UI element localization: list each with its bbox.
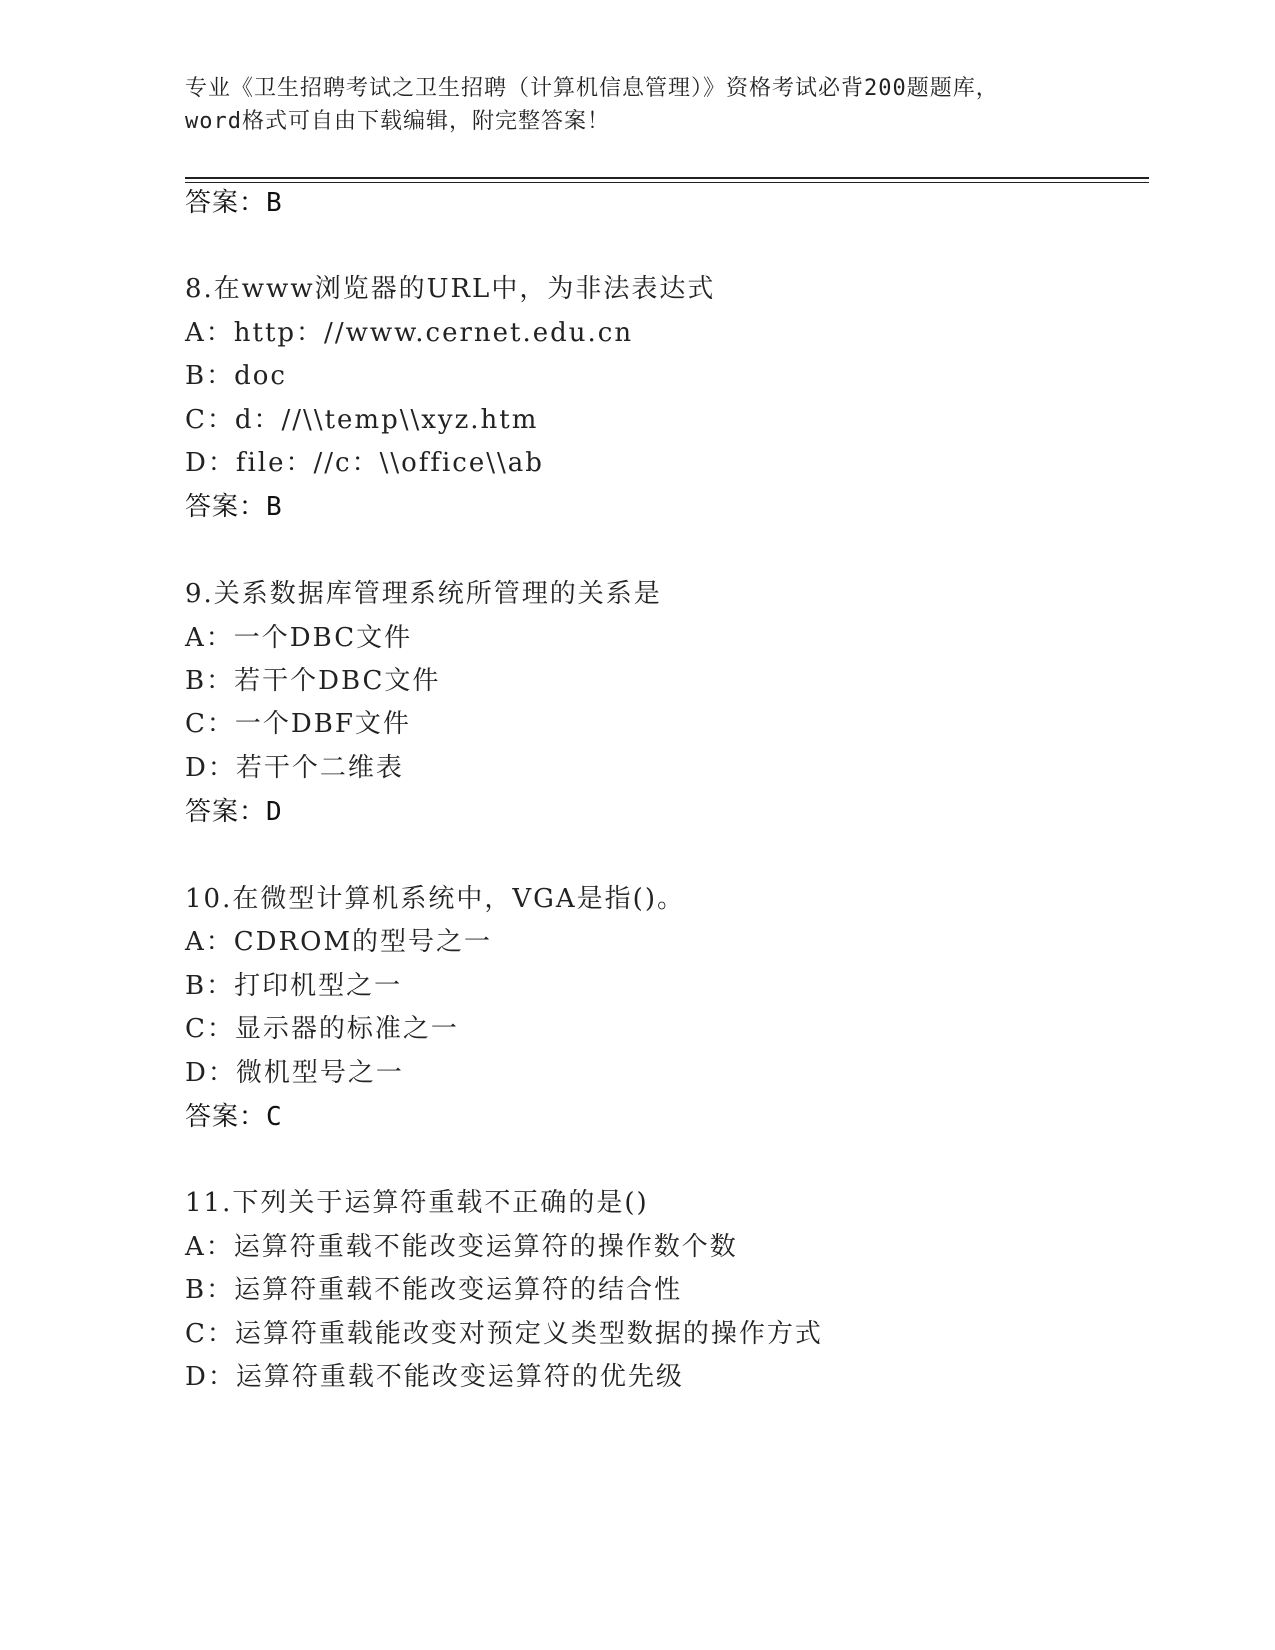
question-8-option-b: B：doc <box>185 361 287 391</box>
question-9-stem: 9.关系数据库管理系统所管理的关系是 <box>185 579 662 609</box>
question-8-option-a: A：http：//www.cernet.edu.cn <box>185 318 634 348</box>
question-11-option-b: B：运算符重载不能改变运算符的结合性 <box>185 1275 683 1305</box>
question-9-option-c: C：一个DBF文件 <box>185 709 411 739</box>
question-9-option-a: A：一个DBC文件 <box>185 623 413 653</box>
header-line-1: 专业《卫生招聘考试之卫生招聘（计算机信息管理）》资格考试必背200题题库， <box>185 76 999 101</box>
answer-prev: 答案：B <box>185 188 283 218</box>
question-11-option-d: D：运算符重载不能改变运算符的优先级 <box>185 1362 684 1392</box>
question-10-answer: 答案：C <box>185 1102 283 1132</box>
question-10-option-a: A：CDROM的型号之一 <box>185 927 493 957</box>
question-9-answer: 答案：D <box>185 797 283 827</box>
header-line-2: word格式可自由下载编辑，附完整答案！ <box>185 109 610 134</box>
question-11-option-a: A：运算符重载不能改变运算符的操作数个数 <box>185 1232 738 1262</box>
header-divider-thick <box>185 177 1149 179</box>
question-9-option-b: B：若干个DBC文件 <box>185 666 441 696</box>
question-10-option-c: C：显示器的标准之一 <box>185 1014 459 1044</box>
document-header <box>185 72 1085 138</box>
question-8-answer: 答案：B <box>185 492 283 522</box>
header-divider-thin <box>185 182 1149 183</box>
question-9-option-d: D：若干个二维表 <box>185 753 404 783</box>
question-8-option-c: C：d：//\\temp\\xyz.htm <box>185 405 539 435</box>
question-10-stem: 10.在微型计算机系统中，VGA是指()。 <box>185 884 685 914</box>
question-11-option-c: C：运算符重载能改变对预定义类型数据的操作方式 <box>185 1319 823 1349</box>
question-11-stem: 11.下列关于运算符重载不正确的是() <box>185 1188 649 1218</box>
question-10-option-b: B：打印机型之一 <box>185 971 403 1001</box>
question-8-option-d: D：file：//c：\\office\\ab <box>185 448 544 478</box>
question-8-stem: 8.在www浏览器的URL中，为非法表达式 <box>185 274 716 304</box>
question-10-option-d: D：微机型号之一 <box>185 1058 404 1088</box>
